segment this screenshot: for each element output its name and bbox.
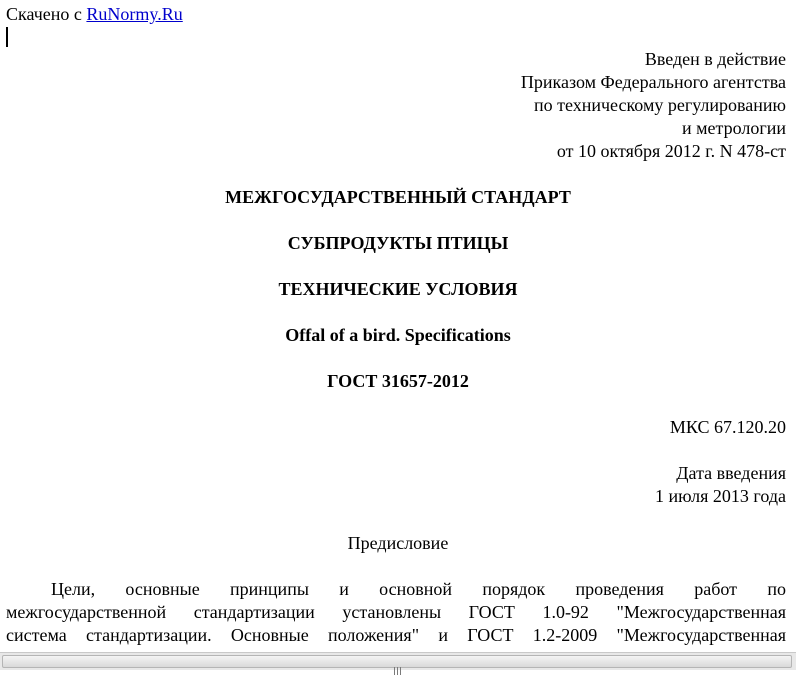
paragraph-line: система стандартизации. Основные положения" и ГОСТ 1.2-2009 "Межгосударственная <box>6 625 786 645</box>
approval-block <box>521 48 786 163</box>
paragraph-line: межгосударственной стандартизации установлены ГОСТ 1.0-92 "Межгосударственная <box>6 602 786 622</box>
subtitle: ТЕХНИЧЕСКИЕ УСЛОВИЯ <box>278 279 518 299</box>
preface-heading: Предисловие <box>347 533 449 553</box>
grip-icon <box>394 659 406 667</box>
product-title: СУБПРОДУКТЫ ПТИЦЫ <box>287 233 509 253</box>
preface-paragraph <box>6 578 786 647</box>
introduction-date: 1 июля 2013 года <box>655 486 786 506</box>
approval-line: Приказом Федерального агентства <box>520 72 786 92</box>
source-line <box>6 4 183 25</box>
text-caret <box>6 27 8 47</box>
source-link[interactable]: RuNormy.Ru <box>86 4 183 24</box>
english-title: Offal of a bird. Specifications <box>285 325 511 345</box>
approval-line: по техническому регулированию <box>533 95 786 115</box>
designation-title: ГОСТ 31657-2012 <box>327 371 469 391</box>
scrollbar-thumb[interactable] <box>2 655 792 668</box>
approval-line: и метрологии <box>682 118 786 138</box>
approval-line: от 10 октября 2012 г. N 478-ст <box>556 141 786 161</box>
standard-type-title: МЕЖГОСУДАРСТВЕННЫЙ СТАНДАРТ <box>225 187 571 207</box>
approval-line: Введен в действие <box>644 49 786 69</box>
horizontal-scrollbar[interactable] <box>0 652 796 670</box>
mks-code: МКС 67.120.20 <box>669 417 786 437</box>
introduction-label: Дата введения <box>676 463 786 483</box>
paragraph-line: Цели, основные принципы и основной порядок проведения работ по <box>51 579 786 599</box>
source-prefix: Скачено с <box>6 4 82 24</box>
